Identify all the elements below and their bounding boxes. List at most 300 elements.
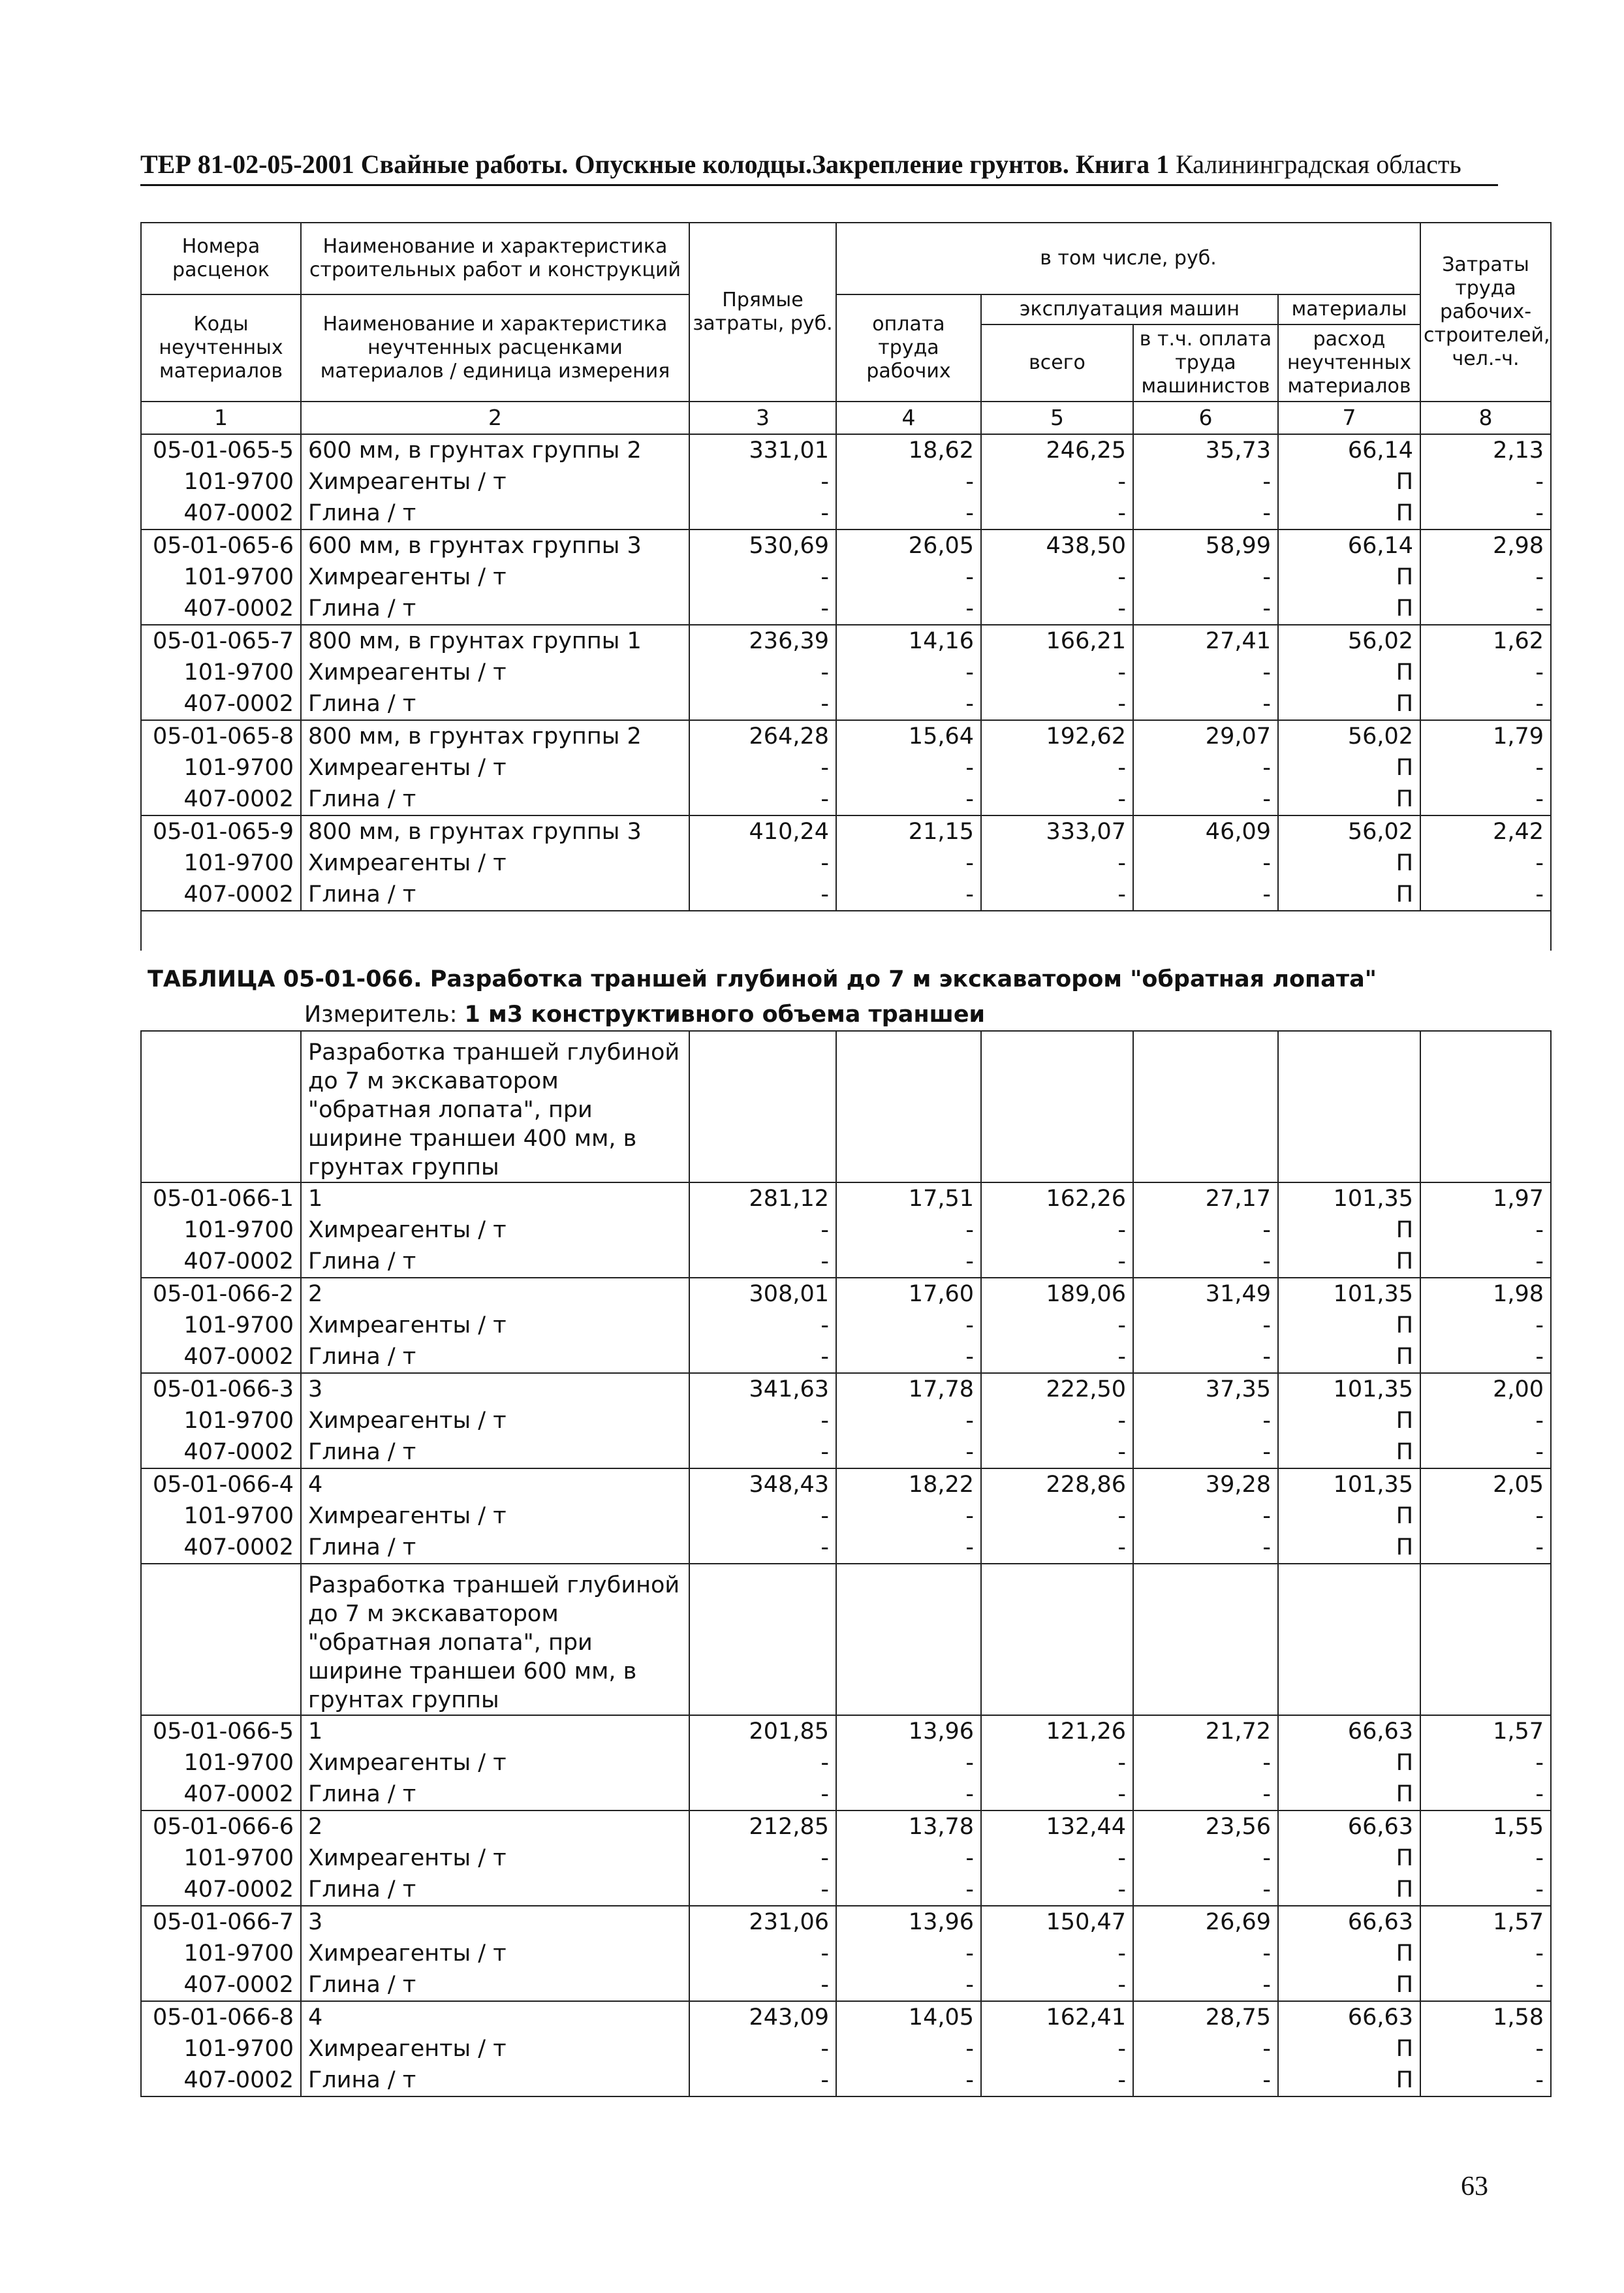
direct-costs: 348,43	[689, 1468, 836, 1500]
worker-pay: -	[836, 1246, 981, 1278]
worker-pay: -	[836, 657, 981, 688]
work-description: 600 мм, в грунтах группы 2	[301, 434, 689, 466]
operator-pay: 27,17	[1133, 1182, 1278, 1214]
work-description: Глина / т	[301, 879, 689, 911]
direct-costs: -	[689, 2064, 836, 2096]
labor-hours: -	[1420, 1310, 1551, 1341]
work-description: 800 мм, в грунтах группы 2	[301, 720, 689, 752]
direct-costs: 212,85	[689, 1811, 836, 1842]
operator-pay: -	[1133, 1214, 1278, 1246]
table-row	[141, 1564, 1551, 1715]
operator-pay: -	[1133, 1747, 1278, 1779]
labor-hours: 1,55	[1420, 1811, 1551, 1842]
head-labor-costs: Затраты труда рабочих-строителей, чел.-ч.	[1420, 223, 1551, 402]
worker-pay: -	[836, 1405, 981, 1436]
labor-hours: -	[1420, 1405, 1551, 1436]
labor-hours: -	[1420, 847, 1551, 879]
rate-code: 101-9700	[141, 1310, 301, 1341]
rate-code: 101-9700	[141, 1500, 301, 1532]
direct-costs: -	[689, 1214, 836, 1246]
direct-costs: -	[689, 1874, 836, 1906]
labor-hours: 2,00	[1420, 1373, 1551, 1405]
worker-pay: 17,51	[836, 1182, 981, 1214]
worker-pay: 13,96	[836, 1906, 981, 1938]
table-row	[141, 1874, 1551, 1906]
table-row	[141, 815, 1551, 847]
worker-pay: -	[836, 1532, 981, 1564]
rate-code: 101-9700	[141, 1405, 301, 1436]
work-description: Химреагенты / т	[301, 1214, 689, 1246]
rate-code: 101-9700	[141, 2033, 301, 2064]
materials-value: П	[1278, 1532, 1420, 1564]
work-description: Химреагенты / т	[301, 657, 689, 688]
rate-code: 05-01-065-7	[141, 625, 301, 657]
direct-costs: 243,09	[689, 2001, 836, 2033]
empty-cell	[689, 1031, 836, 1182]
labor-hours: -	[1420, 593, 1551, 625]
table-row	[141, 561, 1551, 593]
machines-total: -	[981, 593, 1133, 625]
table-row	[141, 530, 1551, 561]
rate-code: 05-01-066-1	[141, 1182, 301, 1214]
labor-hours: 1,62	[1420, 625, 1551, 657]
rate-code: 101-9700	[141, 1938, 301, 1969]
table-row	[141, 2001, 1551, 2033]
worker-pay: -	[836, 2033, 981, 2064]
table-row	[141, 1842, 1551, 1874]
work-description: Глина / т	[301, 1246, 689, 1278]
materials-value: 56,02	[1278, 815, 1420, 847]
rate-code: 101-9700	[141, 1747, 301, 1779]
spacer-cell	[141, 911, 1551, 951]
work-description: Глина / т	[301, 2064, 689, 2096]
group-description: Разработка траншей глубиной до 7 м экскаватором "обратная лопата", при ширине траншеи 400 мм, в грунтах группы	[301, 1031, 689, 1182]
machines-total: -	[981, 561, 1133, 593]
operator-pay: -	[1133, 466, 1278, 498]
worker-pay: 26,05	[836, 530, 981, 561]
empty-cell	[1133, 1031, 1278, 1182]
rate-code: 407-0002	[141, 1246, 301, 1278]
work-description: Глина / т	[301, 1436, 689, 1468]
section-spacer	[141, 911, 1551, 951]
direct-costs: 308,01	[689, 1278, 836, 1310]
direct-costs: -	[689, 1779, 836, 1811]
materials-value: П	[1278, 1842, 1420, 1874]
col-num: 6	[1133, 402, 1278, 434]
labor-hours: -	[1420, 2033, 1551, 2064]
head-machines-total: всего	[981, 324, 1133, 402]
work-description: Химреагенты / т	[301, 1938, 689, 1969]
worker-pay: -	[836, 752, 981, 783]
table-row	[141, 1532, 1551, 1564]
table-row	[141, 688, 1551, 720]
materials-value: П	[1278, 1246, 1420, 1278]
worker-pay: 17,60	[836, 1278, 981, 1310]
machines-total: 189,06	[981, 1278, 1133, 1310]
direct-costs: -	[689, 847, 836, 879]
labor-hours: -	[1420, 1214, 1551, 1246]
worker-pay: 15,64	[836, 720, 981, 752]
rate-code: 05-01-066-8	[141, 2001, 301, 2033]
work-description: Глина / т	[301, 1874, 689, 1906]
worker-pay: -	[836, 561, 981, 593]
labor-hours: -	[1420, 2064, 1551, 2096]
labor-hours: -	[1420, 879, 1551, 911]
worker-pay: -	[836, 1341, 981, 1373]
table-row	[141, 434, 1551, 466]
worker-pay: -	[836, 1500, 981, 1532]
rate-code: 407-0002	[141, 1532, 301, 1564]
col-num: 5	[981, 402, 1133, 434]
labor-hours: -	[1420, 1969, 1551, 2001]
table-row	[141, 466, 1551, 498]
materials-value: П	[1278, 783, 1420, 815]
direct-costs: -	[689, 593, 836, 625]
work-description: Химреагенты / т	[301, 1500, 689, 1532]
direct-costs: -	[689, 1938, 836, 1969]
labor-hours: -	[1420, 1246, 1551, 1278]
machines-total: 132,44	[981, 1811, 1133, 1842]
machines-total: -	[981, 1779, 1133, 1811]
worker-pay: 14,05	[836, 2001, 981, 2033]
work-description: Химреагенты / т	[301, 847, 689, 879]
machines-total: -	[981, 1842, 1133, 1874]
work-description: Глина / т	[301, 783, 689, 815]
materials-value: П	[1278, 2033, 1420, 2064]
worker-pay: -	[836, 783, 981, 815]
table-row	[141, 1715, 1551, 1747]
rate-code: 101-9700	[141, 1214, 301, 1246]
rate-code: 101-9700	[141, 561, 301, 593]
head-worker-pay: оплата труда рабочих	[836, 294, 981, 402]
machines-total: 228,86	[981, 1468, 1133, 1500]
direct-costs: 341,63	[689, 1373, 836, 1405]
operator-pay: 37,35	[1133, 1373, 1278, 1405]
measure-line	[141, 999, 1551, 1031]
work-description: Химреагенты / т	[301, 1747, 689, 1779]
table-row	[141, 783, 1551, 815]
materials-value: П	[1278, 1747, 1420, 1779]
work-description: 600 мм, в грунтах группы 3	[301, 530, 689, 561]
rate-code: 05-01-066-2	[141, 1278, 301, 1310]
head-operator-pay: в т.ч. оплата труда машинистов	[1133, 324, 1278, 402]
table-title: ТАБЛИЦА 05-01-066. Разработка траншей глубиной до 7 м экскаватором "обратная лопата"	[148, 966, 1377, 992]
empty-cell	[981, 1031, 1133, 1182]
table-row	[141, 657, 1551, 688]
direct-costs: 281,12	[689, 1182, 836, 1214]
machines-total: -	[981, 1532, 1133, 1564]
rate-code: 101-9700	[141, 466, 301, 498]
rates-table	[140, 222, 1552, 2097]
worker-pay: -	[836, 2064, 981, 2096]
work-description: 2	[301, 1811, 689, 1842]
worker-pay: 18,22	[836, 1468, 981, 1500]
labor-hours: -	[1420, 657, 1551, 688]
empty-cell	[981, 1564, 1133, 1715]
table-row	[141, 498, 1551, 530]
worker-pay: -	[836, 466, 981, 498]
worker-pay: 17,78	[836, 1373, 981, 1405]
work-description: Глина / т	[301, 593, 689, 625]
rate-code: 101-9700	[141, 657, 301, 688]
rate-code: 407-0002	[141, 1779, 301, 1811]
direct-costs: -	[689, 783, 836, 815]
empty-cell	[141, 1564, 301, 1715]
materials-value: 66,63	[1278, 1715, 1420, 1747]
worker-pay: -	[836, 879, 981, 911]
work-description: Глина / т	[301, 1969, 689, 2001]
work-description: Химреагенты / т	[301, 752, 689, 783]
direct-costs: -	[689, 1436, 836, 1468]
operator-pay: -	[1133, 2064, 1278, 2096]
operator-pay: -	[1133, 1246, 1278, 1278]
labor-hours: -	[1420, 1532, 1551, 1564]
work-description: Глина / т	[301, 498, 689, 530]
machines-total: -	[981, 1747, 1133, 1779]
operator-pay: -	[1133, 688, 1278, 720]
materials-value: 66,14	[1278, 434, 1420, 466]
machines-total: -	[981, 783, 1133, 815]
direct-costs: -	[689, 752, 836, 783]
operator-pay: 46,09	[1133, 815, 1278, 847]
materials-value: П	[1278, 1405, 1420, 1436]
direct-costs: -	[689, 1310, 836, 1341]
worker-pay: 18,62	[836, 434, 981, 466]
operator-pay: -	[1133, 752, 1278, 783]
labor-hours: 2,13	[1420, 434, 1551, 466]
labor-hours: 2,05	[1420, 1468, 1551, 1500]
empty-cell	[141, 1031, 301, 1182]
header-title: ТЕР 81-02-05-2001 Свайные работы. Опускные колодцы.Закрепление грунтов. Книга 1	[140, 150, 1170, 179]
materials-value: 101,35	[1278, 1278, 1420, 1310]
measure-row	[141, 999, 1551, 1031]
materials-value: П	[1278, 657, 1420, 688]
materials-value: П	[1278, 1779, 1420, 1811]
direct-costs: -	[689, 879, 836, 911]
header-region: Калининградская область	[1176, 150, 1461, 179]
materials-value: П	[1278, 1938, 1420, 1969]
worker-pay: -	[836, 1938, 981, 1969]
machines-total: -	[981, 1214, 1133, 1246]
rate-code: 407-0002	[141, 1436, 301, 1468]
materials-value: 101,35	[1278, 1468, 1420, 1500]
rate-code: 05-01-066-4	[141, 1468, 301, 1500]
machines-total: 121,26	[981, 1715, 1133, 1747]
table-row	[141, 593, 1551, 625]
rate-code: 05-01-065-9	[141, 815, 301, 847]
operator-pay: -	[1133, 879, 1278, 911]
materials-value: 66,63	[1278, 1811, 1420, 1842]
operator-pay: -	[1133, 2033, 1278, 2064]
empty-cell	[1420, 1564, 1551, 1715]
column-numbers-row	[141, 402, 1551, 434]
empty-cell	[1278, 1031, 1420, 1182]
direct-costs: -	[689, 1246, 836, 1278]
rate-code: 407-0002	[141, 1341, 301, 1373]
materials-value: П	[1278, 593, 1420, 625]
header-row-1	[141, 223, 1551, 294]
rate-code: 05-01-066-5	[141, 1715, 301, 1747]
operator-pay: -	[1133, 1341, 1278, 1373]
operator-pay: -	[1133, 1532, 1278, 1564]
materials-value: П	[1278, 847, 1420, 879]
worker-pay: -	[836, 1969, 981, 2001]
table-row	[141, 720, 1551, 752]
labor-hours: -	[1420, 498, 1551, 530]
labor-hours: -	[1420, 466, 1551, 498]
col-num: 2	[301, 402, 689, 434]
labor-hours: -	[1420, 561, 1551, 593]
work-description: Глина / т	[301, 1532, 689, 1564]
work-description: 800 мм, в грунтах группы 1	[301, 625, 689, 657]
worker-pay: -	[836, 498, 981, 530]
rate-code: 05-01-066-3	[141, 1373, 301, 1405]
direct-costs: 231,06	[689, 1906, 836, 1938]
worker-pay: 13,96	[836, 1715, 981, 1747]
labor-hours: -	[1420, 688, 1551, 720]
direct-costs: -	[689, 1969, 836, 2001]
col-num: 7	[1278, 402, 1420, 434]
head-direct-costs: Прямые затраты, руб.	[689, 223, 836, 402]
machines-total: -	[981, 1246, 1133, 1278]
materials-value: П	[1278, 561, 1420, 593]
labor-hours: -	[1420, 1500, 1551, 1532]
machines-total: 162,26	[981, 1182, 1133, 1214]
work-description: 4	[301, 2001, 689, 2033]
worker-pay: -	[836, 1779, 981, 1811]
materials-value: 56,02	[1278, 625, 1420, 657]
rate-code: 05-01-065-8	[141, 720, 301, 752]
operator-pay: -	[1133, 1310, 1278, 1341]
operator-pay: -	[1133, 1969, 1278, 2001]
worker-pay: -	[836, 1214, 981, 1246]
worker-pay: -	[836, 1874, 981, 1906]
table-row	[141, 1811, 1551, 1842]
rate-code: 407-0002	[141, 783, 301, 815]
operator-pay: 39,28	[1133, 1468, 1278, 1500]
direct-costs: 264,28	[689, 720, 836, 752]
work-description: 2	[301, 1278, 689, 1310]
labor-hours: -	[1420, 1779, 1551, 1811]
machines-total: 222,50	[981, 1373, 1133, 1405]
materials-value: П	[1278, 1214, 1420, 1246]
table-row	[141, 1405, 1551, 1436]
work-description: 3	[301, 1373, 689, 1405]
head-work-name: Наименование и характеристика строительных работ и конструкций	[301, 223, 689, 294]
rate-code: 05-01-066-7	[141, 1906, 301, 1938]
labor-hours: -	[1420, 1436, 1551, 1468]
worker-pay: 14,16	[836, 625, 981, 657]
materials-value: П	[1278, 498, 1420, 530]
materials-value: П	[1278, 1436, 1420, 1468]
worker-pay: -	[836, 847, 981, 879]
col-num: 4	[836, 402, 981, 434]
operator-pay: 23,56	[1133, 1811, 1278, 1842]
worker-pay: -	[836, 1842, 981, 1874]
table-row	[141, 1468, 1551, 1500]
materials-value: 66,63	[1278, 1906, 1420, 1938]
labor-hours: 1,79	[1420, 720, 1551, 752]
empty-cell	[1420, 1031, 1551, 1182]
table-row	[141, 2033, 1551, 2064]
table-row	[141, 1747, 1551, 1779]
operator-pay: -	[1133, 783, 1278, 815]
labor-hours: -	[1420, 1842, 1551, 1874]
work-description: Химреагенты / т	[301, 1842, 689, 1874]
materials-value: 66,63	[1278, 2001, 1420, 2033]
machines-total: -	[981, 2033, 1133, 2064]
labor-hours: 2,98	[1420, 530, 1551, 561]
machines-total: -	[981, 1969, 1133, 2001]
empty-cell	[1278, 1564, 1420, 1715]
rate-code: 407-0002	[141, 593, 301, 625]
machines-total: -	[981, 879, 1133, 911]
operator-pay: 31,49	[1133, 1278, 1278, 1310]
table-row	[141, 1938, 1551, 1969]
empty-cell	[836, 1564, 981, 1715]
machines-total: 162,41	[981, 2001, 1133, 2033]
head-material-codes: Коды неучтенных материалов	[141, 294, 301, 402]
labor-hours: -	[1420, 1938, 1551, 1969]
rate-code: 407-0002	[141, 1874, 301, 1906]
table-row	[141, 1906, 1551, 1938]
work-description: Глина / т	[301, 688, 689, 720]
materials-value: П	[1278, 2064, 1420, 2096]
worker-pay: 13,78	[836, 1811, 981, 1842]
labor-hours: -	[1420, 752, 1551, 783]
operator-pay: -	[1133, 498, 1278, 530]
rate-code: 101-9700	[141, 752, 301, 783]
worker-pay: -	[836, 1747, 981, 1779]
direct-costs: -	[689, 1405, 836, 1436]
work-description: 800 мм, в грунтах группы 3	[301, 815, 689, 847]
machines-total: -	[981, 498, 1133, 530]
operator-pay: 28,75	[1133, 2001, 1278, 2033]
head-including: в том числе, руб.	[836, 223, 1420, 294]
direct-costs: -	[689, 466, 836, 498]
work-description: 4	[301, 1468, 689, 1500]
worker-pay: -	[836, 688, 981, 720]
operator-pay: -	[1133, 1842, 1278, 1874]
direct-costs: 530,69	[689, 530, 836, 561]
machines-total: -	[981, 688, 1133, 720]
group-description: Разработка траншей глубиной до 7 м экскаватором "обратная лопата", при ширине траншеи 600 мм, в грунтах группы	[301, 1564, 689, 1715]
machines-total: -	[981, 657, 1133, 688]
labor-hours: 1,57	[1420, 1715, 1551, 1747]
machines-total: 438,50	[981, 530, 1133, 561]
direct-costs: -	[689, 2033, 836, 2064]
direct-costs: -	[689, 1842, 836, 1874]
work-description: Химреагенты / т	[301, 1405, 689, 1436]
labor-hours: -	[1420, 1747, 1551, 1779]
worker-pay: -	[836, 593, 981, 625]
machines-total: -	[981, 1436, 1133, 1468]
materials-value: 66,14	[1278, 530, 1420, 561]
table-row	[141, 1246, 1551, 1278]
labor-hours: 1,97	[1420, 1182, 1551, 1214]
table-row	[141, 1779, 1551, 1811]
direct-costs: -	[689, 1500, 836, 1532]
machines-total: -	[981, 1405, 1133, 1436]
worker-pay: -	[836, 1436, 981, 1468]
col-num: 1	[141, 402, 301, 434]
header-row-2	[141, 294, 1551, 324]
direct-costs: -	[689, 1747, 836, 1779]
direct-costs: -	[689, 1341, 836, 1373]
machines-total: 246,25	[981, 434, 1133, 466]
labor-hours: -	[1420, 1341, 1551, 1373]
direct-costs: 331,01	[689, 434, 836, 466]
